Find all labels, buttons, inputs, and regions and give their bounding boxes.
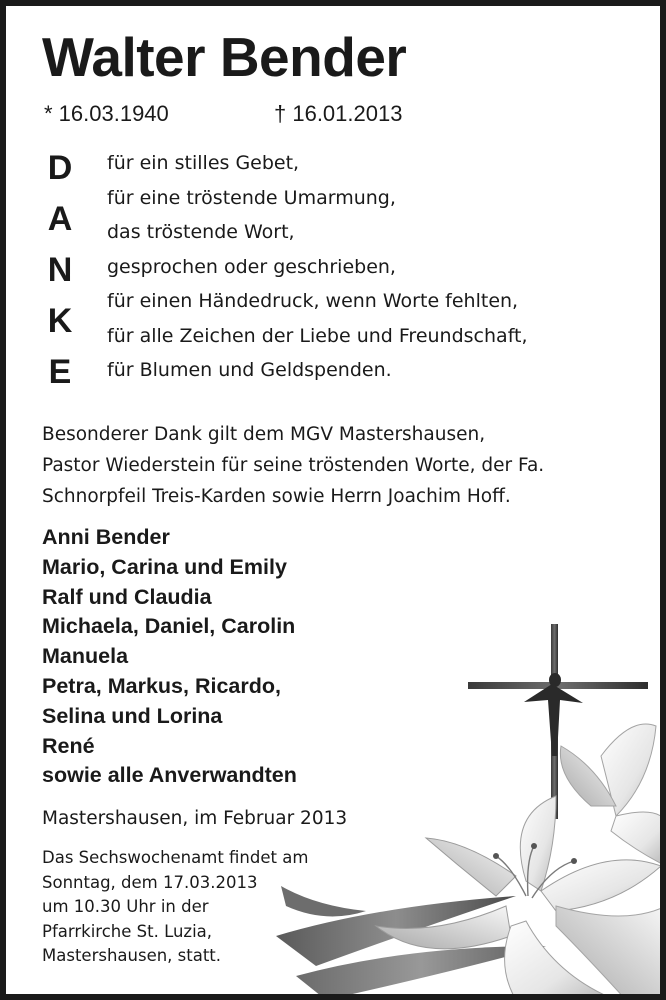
deceased-name: Walter Bender [42,26,407,88]
service-line: Das Sechswochenamt findet am [42,848,309,867]
service-line: Pfarrkirche St. Luzia, [42,921,213,941]
special-thanks [42,419,544,512]
family-member: sowie alle Anverwandten [42,763,297,788]
thanks-line: Schnorpfeil Treis-Karden sowie Herrn Joachim Hoff. [42,486,511,507]
danke-line: gesprochen oder geschrieben, [107,255,396,278]
lily-icon [276,724,666,1000]
danke-line: für eine tröstende Umarmung, [107,186,396,209]
family-member: Mario, Carina und Emily [42,554,287,579]
family-member: René [42,733,95,758]
danke-letter: A [47,200,73,238]
danke-line: für ein stilles Gebet, [107,152,300,174]
cross-and-lily-artwork [256,606,666,1000]
service-line: Mastershausen, statt. [42,946,222,966]
danke-letter: N [47,251,73,289]
thanks-line: Pastor Wiederstein für seine tröstenden Worte, der Fa. [42,455,545,476]
danke-line: für einen Händedruck, wenn Worte fehlten, [107,290,519,312]
family-member: Ralf und Claudia [42,584,212,609]
death-date: † 16.01.2013 [274,101,403,126]
service-line: Sonntag, dem 17.03.2013 [42,872,258,892]
danke-letter: D [47,149,73,187]
danke-lines [107,146,528,388]
family-member: Anni Bender [42,525,170,549]
danke-line: das tröstende Wort, [107,221,295,243]
thanks-line: Besonderer Dank gilt dem MGV Mastershausen, [42,424,486,445]
danke-letter: K [47,302,73,340]
family-member: Selina und Lorina [42,703,223,728]
family-member: Michaela, Daniel, Carolin [42,614,296,639]
danke-line: für Blumen und Geldspenden. [107,359,392,381]
danke-line: für alle Zeichen der Liebe und Freundschaft, [107,324,528,347]
service-line: um 10.30 Uhr in der [42,897,209,917]
place-date: Mastershausen, im Februar 2013 [42,808,348,829]
family-member: Manuela [42,644,129,669]
birth-date: * 16.03.1940 [44,101,169,126]
family-member: Petra, Markus, Ricardo, [42,673,281,698]
danke-letter: E [48,353,72,391]
